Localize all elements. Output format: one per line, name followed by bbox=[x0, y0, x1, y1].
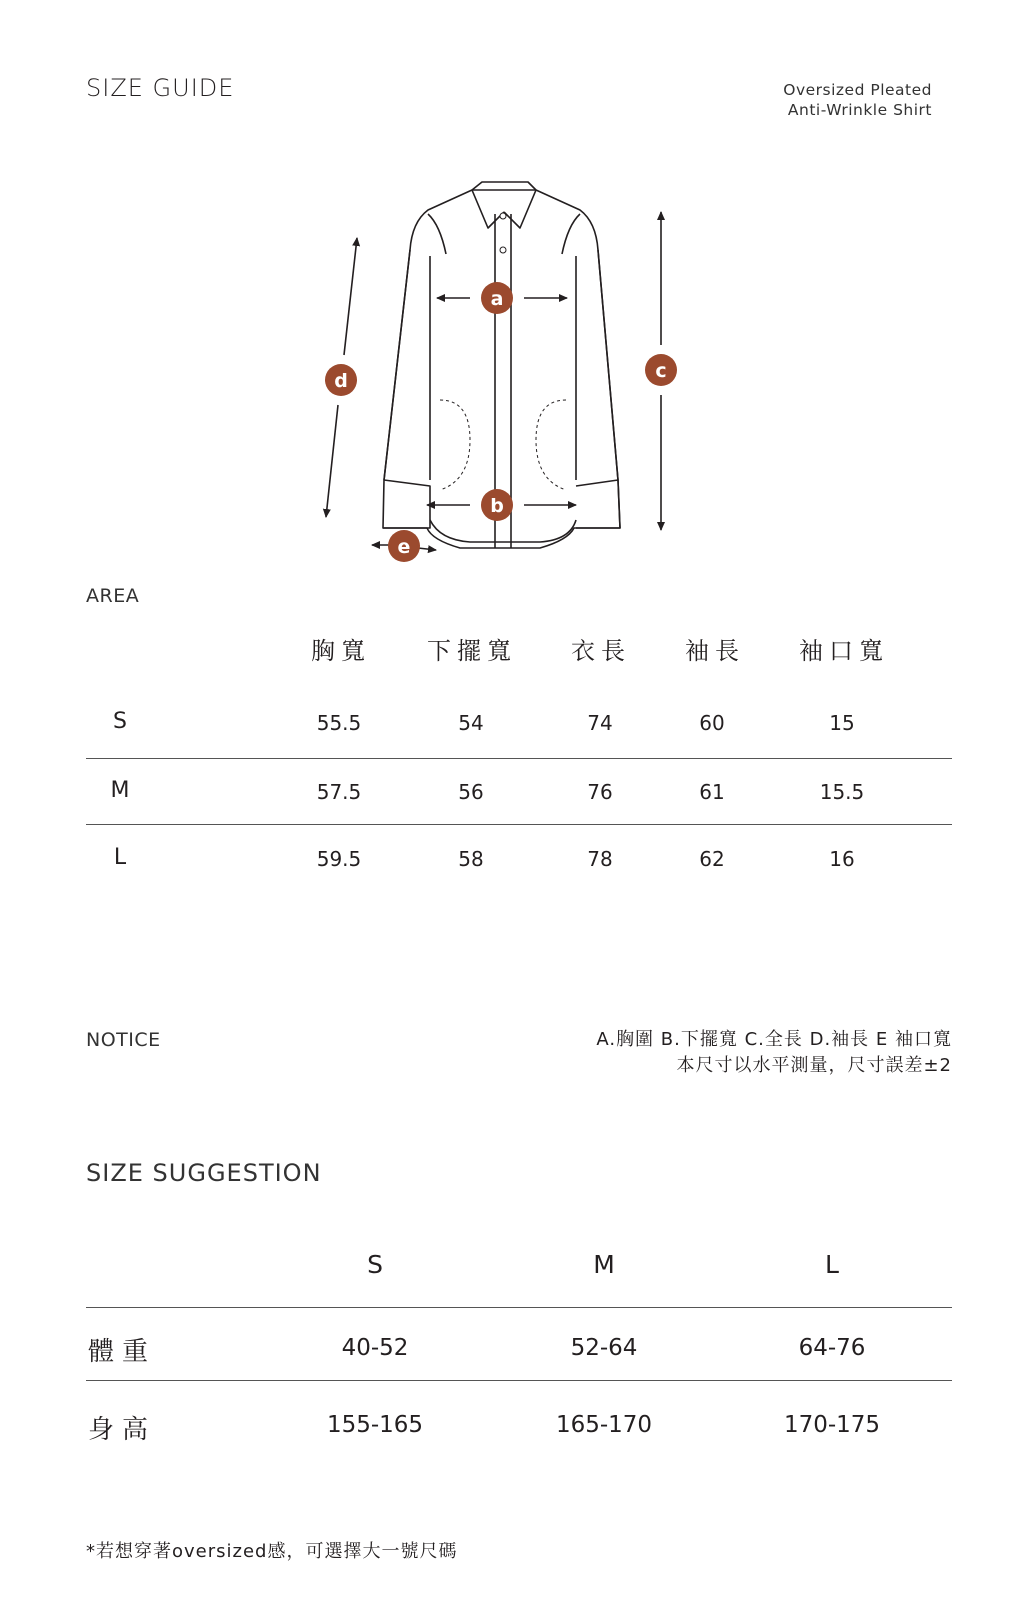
cell: 64-76 bbox=[798, 1335, 866, 1361]
cell: 58 bbox=[458, 847, 484, 871]
row-label-height: 身高 bbox=[88, 1415, 157, 1445]
cell: 170-175 bbox=[783, 1412, 881, 1438]
cell: 52-64 bbox=[570, 1335, 638, 1361]
row-size-label: S bbox=[113, 709, 127, 734]
marker-b-label: b bbox=[490, 495, 504, 517]
cell: 59.5 bbox=[316, 847, 362, 871]
cell: 15 bbox=[829, 711, 855, 735]
col-header-sleeve: 袖長 bbox=[685, 637, 745, 665]
divider bbox=[86, 758, 952, 759]
suggestion-size-m: M bbox=[593, 1250, 615, 1279]
col-header-chest: 胸寬 bbox=[311, 637, 371, 665]
cell: 78 bbox=[587, 847, 613, 871]
cell: 155-165 bbox=[326, 1412, 424, 1438]
marker-a bbox=[481, 282, 513, 314]
marker-c-label: c bbox=[655, 360, 667, 382]
marker-a-label: a bbox=[490, 288, 504, 310]
notice-text bbox=[596, 1027, 952, 1079]
shirt-diagram bbox=[0, 0, 1030, 600]
cell: 40-52 bbox=[341, 1335, 409, 1361]
footnote: *若想穿著oversized感，可選擇大一號尺碼 bbox=[86, 1541, 458, 1562]
col-header-length: 衣長 bbox=[571, 637, 631, 665]
notice-line2: 本尺寸以水平測量，尺寸誤差±2 bbox=[676, 1055, 952, 1076]
product-name-line2: Anti-Wrinkle Shirt bbox=[787, 101, 932, 119]
row-label-weight: 體重 bbox=[88, 1337, 157, 1367]
suggestion-size-s: S bbox=[367, 1250, 383, 1279]
marker-d-label: d bbox=[334, 370, 348, 392]
divider bbox=[86, 1380, 952, 1381]
marker-d bbox=[325, 364, 357, 396]
marker-c bbox=[645, 354, 677, 386]
notice-line1: A.胸圍 B.下擺寬 C.全長 D.袖長 E 袖口寬 bbox=[596, 1029, 952, 1050]
suggestion-size-l: L bbox=[825, 1250, 839, 1279]
marker-e-label: e bbox=[397, 536, 411, 558]
divider bbox=[86, 1307, 952, 1308]
cell: 76 bbox=[587, 780, 613, 804]
area-label: AREA bbox=[86, 585, 140, 607]
cell: 15.5 bbox=[819, 780, 865, 804]
cell: 60 bbox=[699, 711, 725, 735]
cell: 61 bbox=[699, 780, 725, 804]
col-header-cuff: 袖口寬 bbox=[799, 637, 889, 665]
product-name-line1: Oversized Pleated bbox=[783, 81, 932, 99]
notice-label: NOTICE bbox=[86, 1029, 161, 1051]
col-header-hem: 下擺寬 bbox=[427, 637, 517, 665]
cell: 55.5 bbox=[316, 711, 362, 735]
cell: 56 bbox=[458, 780, 484, 804]
cell: 54 bbox=[458, 711, 484, 735]
cell: 74 bbox=[587, 711, 613, 735]
row-size-label: L bbox=[113, 845, 127, 870]
cell: 62 bbox=[699, 847, 725, 871]
cell: 16 bbox=[829, 847, 855, 871]
marker-b bbox=[481, 489, 513, 521]
page-title: SIZE GUIDE bbox=[86, 74, 235, 102]
marker-e bbox=[388, 530, 420, 562]
row-size-label: M bbox=[110, 778, 130, 803]
cell: 165-170 bbox=[555, 1412, 653, 1438]
cell: 57.5 bbox=[316, 780, 362, 804]
divider bbox=[86, 824, 952, 825]
size-suggestion-label: SIZE SUGGESTION bbox=[86, 1159, 322, 1187]
